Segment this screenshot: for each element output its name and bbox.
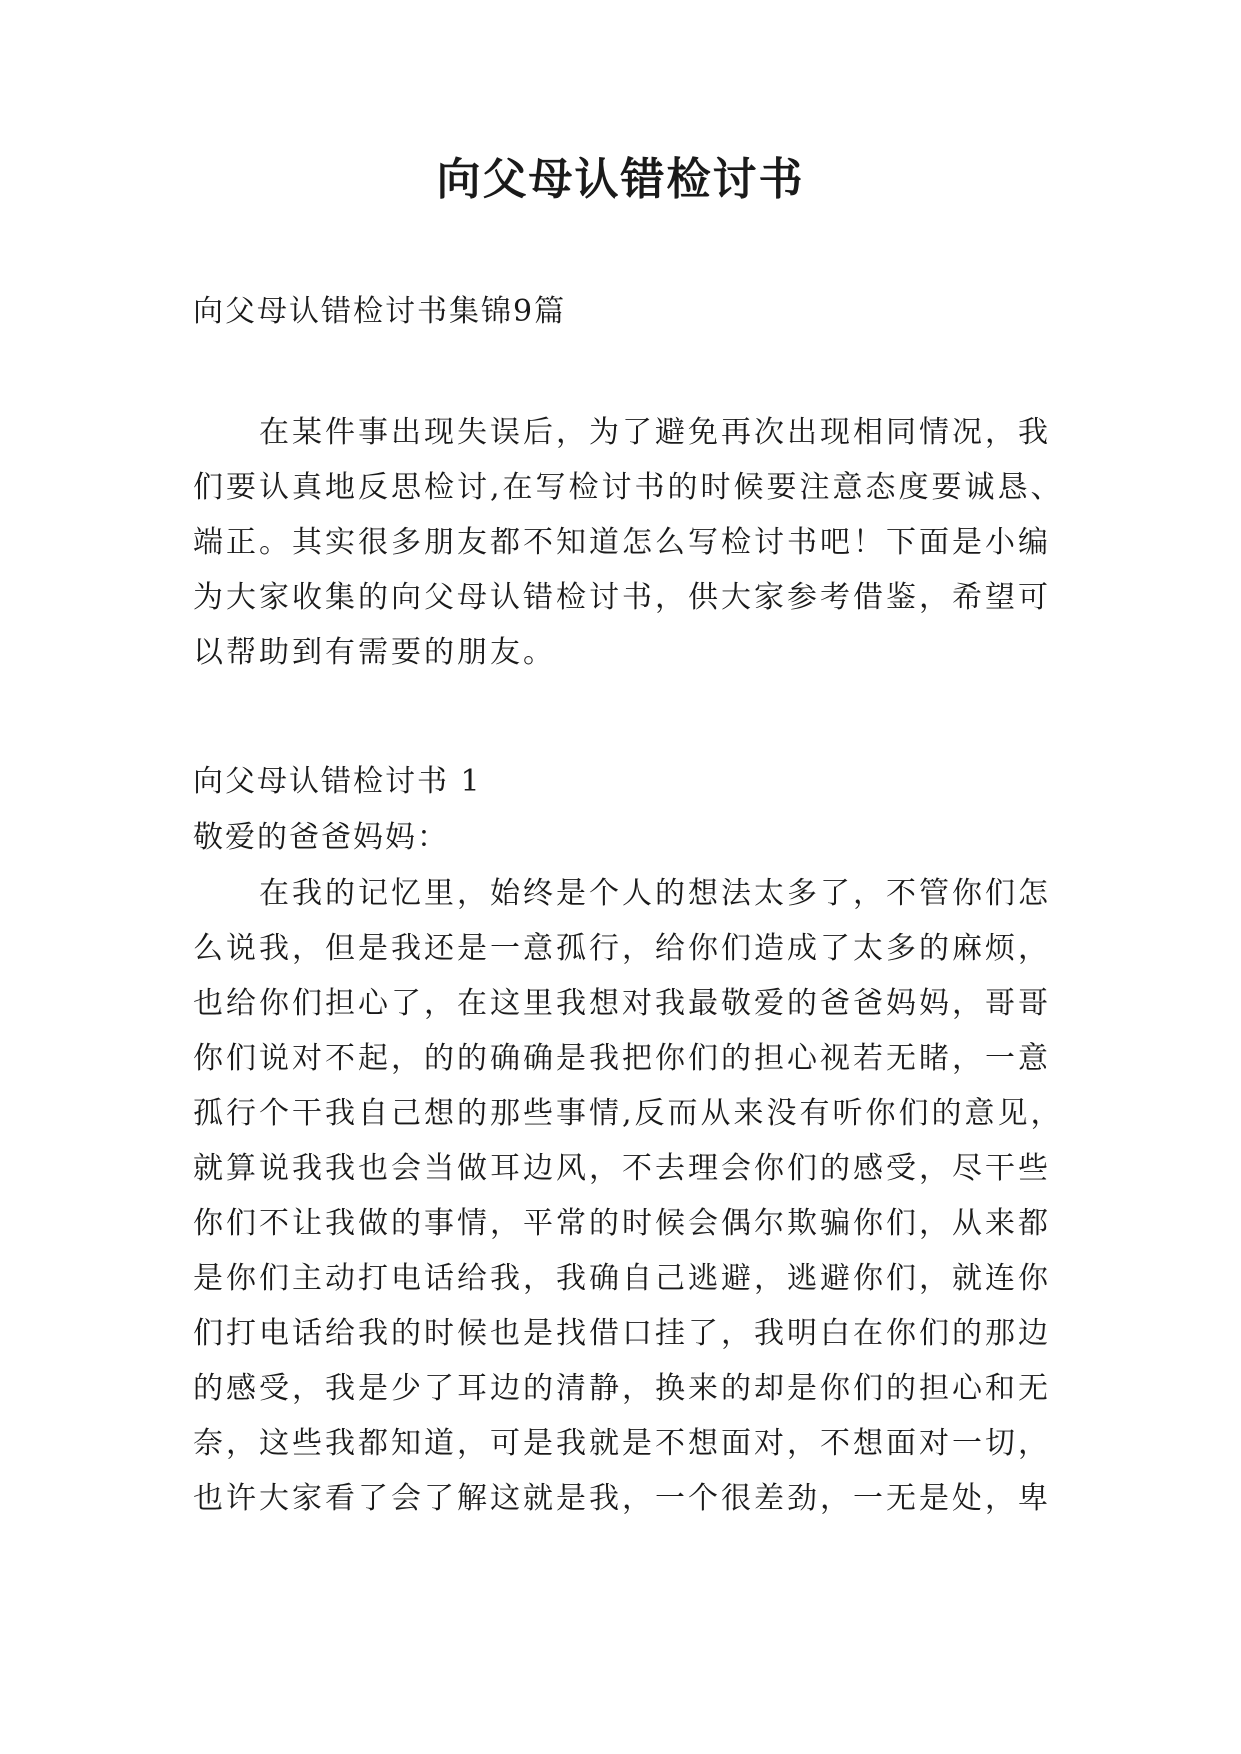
intro-line: 以帮助到有需要的朋友。 bbox=[193, 635, 556, 670]
document-title: 向父母认错检讨书 bbox=[436, 154, 805, 205]
section-title: 向父母认错检讨书 1 bbox=[193, 764, 482, 799]
body-line: 奈，这些我都知道，可是我就是不想面对，不想面对一切， bbox=[193, 1426, 1051, 1461]
body-line: 你们说对不起，的的确确是我把你们的担心视若无睹，一意 bbox=[193, 1041, 1051, 1076]
body-line: 也许大家看了会了解这就是我，一个很差劲，一无是处，卑 bbox=[193, 1481, 1051, 1516]
body-line: 的感受，我是少了耳边的清静，换来的却是你们的担心和无 bbox=[193, 1371, 1051, 1406]
intro-line: 为大家收集的向父母认错检讨书，供大家参考借鉴，希望可 bbox=[193, 580, 1051, 615]
intro-line: 在某件事出现失误后，为了避免再次出现相同情况，我 bbox=[193, 415, 1051, 450]
document-subtitle: 向父母认错检讨书集锦9篇 bbox=[193, 294, 567, 329]
intro-paragraph bbox=[193, 405, 1073, 680]
body-line: 你们不让我做的事情，平常的时候会偶尔欺骗你们，从来都 bbox=[193, 1206, 1051, 1241]
letter-body-paragraph bbox=[193, 866, 1073, 1526]
letter-greeting: 敬爱的爸爸妈妈： bbox=[193, 820, 449, 855]
intro-line: 端正。其实很多朋友都不知道怎么写检讨书吧！下面是小编 bbox=[193, 525, 1051, 560]
intro-line: 们要认真地反思检讨,在写检讨书的时候要注意态度要诚恳、 bbox=[193, 470, 1064, 505]
body-line: 就算说我我也会当做耳边风，不去理会你们的感受，尽干些 bbox=[193, 1151, 1051, 1186]
body-line: 么说我，但是我还是一意孤行，给你们造成了太多的麻烦， bbox=[193, 931, 1051, 966]
body-line: 也给你们担心了，在这里我想对我最敬爱的爸爸妈妈，哥哥 bbox=[193, 986, 1051, 1021]
body-line: 在我的记忆里，始终是个人的想法太多了，不管你们怎 bbox=[193, 876, 1051, 911]
body-line: 孤行个干我自己想的那些事情,反而从来没有听你们的意见， bbox=[193, 1096, 1064, 1131]
body-line: 们打电话给我的时候也是找借口挂了，我明白在你们的那边 bbox=[193, 1316, 1051, 1351]
body-line: 是你们主动打电话给我，我确自己逃避，逃避你们，就连你 bbox=[193, 1261, 1051, 1296]
